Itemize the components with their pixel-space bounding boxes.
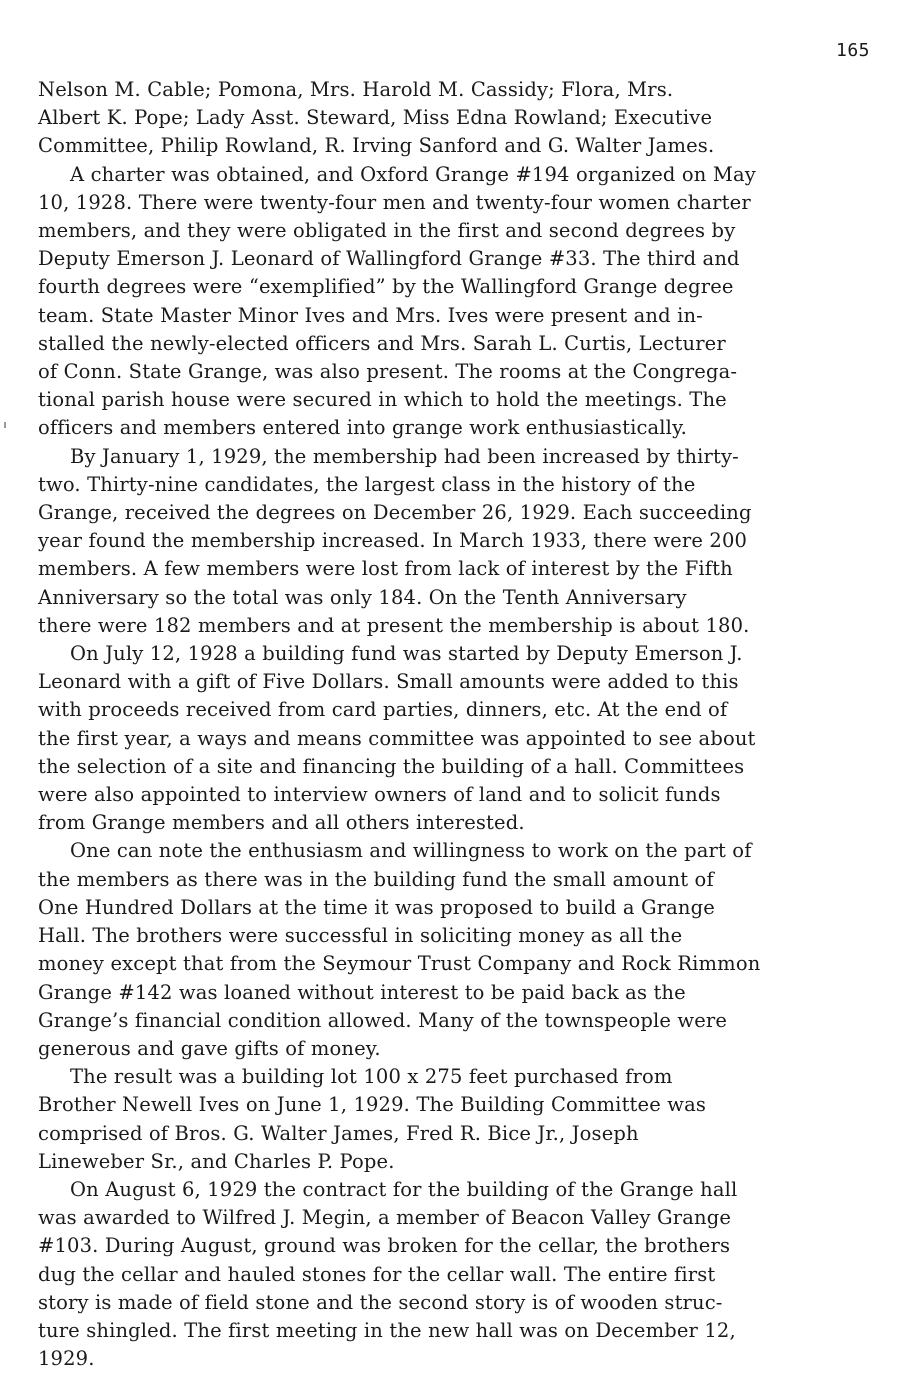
text-line: Deputy Emerson J. Leonard of Wallingford Grange #33. The third and xyxy=(38,247,740,271)
text-line: On July 12, 1928 a building fund was started by Deputy Emerson J. xyxy=(70,642,743,666)
text-line: The result was a building lot 100 x 275 feet purchased from xyxy=(70,1065,673,1089)
text-line: there were 182 members and at present the membership is about 180. xyxy=(38,613,750,637)
text-line: One can note the enthusiasm and willingness to work on the part of xyxy=(70,839,752,863)
text-line: generous and gave gifts of money. xyxy=(38,1036,381,1060)
text-line: members, and they were obligated in the first and second degrees by xyxy=(38,219,736,243)
text-line: with proceeds received from card parties, dinners, etc. At the end of xyxy=(38,698,728,722)
text-line: On August 6, 1929 the contract for the building of the Grange hall xyxy=(70,1177,738,1201)
text-line: #103. During August, ground was broken for the cellar, the brothers xyxy=(38,1234,731,1258)
text-line: stalled the newly-elected officers and Mrs. Sarah L. Curtis, Lecturer xyxy=(38,331,726,355)
text-line: Leonard with a gift of Five Dollars. Small amounts were added to this xyxy=(38,670,739,694)
text-line: of Conn. State Grange, was also present. The rooms at the Congrega- xyxy=(38,360,738,384)
text-line: the members as there was in the building fund the small amount of xyxy=(38,867,714,891)
text-line: from Grange members and all others interested. xyxy=(38,811,525,835)
text-line: One Hundred Dollars at the time it was proposed to build a Grange xyxy=(38,895,715,919)
text-line: members. A few members were lost from lack of interest by the Fifth xyxy=(38,557,733,581)
text-line: year found the membership increased. In March 1933, there were 200 xyxy=(38,529,748,553)
text-line: fourth degrees were “exemplified” by the Wallingford Grange degree xyxy=(38,275,734,299)
text-line: By January 1, 1929, the membership had been increased by thirty- xyxy=(70,444,739,468)
paragraph xyxy=(38,640,874,837)
text-line: Anniversary so the total was only 184. On the Tenth Anniversary xyxy=(38,585,687,609)
text-line: 10, 1928. There were twenty-four men and twenty-four women charter xyxy=(38,190,751,214)
text-line: Brother Newell Ives on June 1, 1929. The Building Committee was xyxy=(38,1093,707,1117)
text-line: was awarded to Wilfred J. Megin, a member of Beacon Valley Grange xyxy=(38,1206,732,1230)
text-line: Albert K. Pope; Lady Asst. Steward, Miss Edna Rowland; Executive xyxy=(38,106,713,130)
paragraph xyxy=(38,837,874,1063)
paragraph xyxy=(38,76,874,161)
text-line: Grange, received the degrees on December 26, 1929. Each succeeding xyxy=(38,501,752,525)
paragraph xyxy=(38,1063,874,1176)
text-line: team. State Master Minor Ives and Mrs. Ives were present and in- xyxy=(38,303,703,327)
paragraph xyxy=(38,1176,874,1373)
text-line: A charter was obtained, and Oxford Grange #194 organized on May xyxy=(70,162,756,186)
text-line: Committee, Philip Rowland, R. Irving Sanford and G. Walter James. xyxy=(38,134,715,158)
text-line: ture shingled. The first meeting in the new hall was on December 12, xyxy=(38,1318,736,1342)
text-line: were also appointed to interview owners of land and to solicit funds xyxy=(38,783,721,807)
paragraph xyxy=(38,443,874,640)
text-line: the first year, a ways and means committee was appointed to see about xyxy=(38,726,756,750)
text-line: money except that from the Seymour Trust Company and Rock Rimmon xyxy=(38,952,761,976)
text-line: officers and members entered into grange work enthusiastically. xyxy=(38,416,687,440)
text-line: 1929. xyxy=(38,1347,95,1371)
text-line: two. Thirty-nine candidates, the largest class in the history of the xyxy=(38,472,696,496)
text-line: the selection of a site and financing the building of a hall. Committees xyxy=(38,754,745,778)
text-line: dug the cellar and hauled stones for the cellar wall. The entire first xyxy=(38,1262,716,1286)
text-line: tional parish house were secured in which to hold the meetings. The xyxy=(38,388,727,412)
text-line: Nelson M. Cable; Pomona, Mrs. Harold M. Cassidy; Flora, Mrs. xyxy=(38,78,674,101)
text-line: Hall. The brothers were successful in soliciting money as all the xyxy=(38,924,683,948)
text-line: Grange #142 was loaned without interest to be paid back as the xyxy=(38,980,686,1004)
page-number: 165 xyxy=(835,40,870,61)
text-line: comprised of Bros. G. Walter James, Fred R. Bice Jr., Joseph xyxy=(38,1121,639,1145)
paragraph xyxy=(38,161,874,443)
margin-speck xyxy=(4,422,6,428)
text-line: story is made of field stone and the second story is of wooden struc- xyxy=(38,1290,723,1314)
text-line: Grange’s financial condition allowed. Many of the townspeople were xyxy=(38,1008,728,1032)
text-line: Lineweber Sr., and Charles P. Pope. xyxy=(38,1149,395,1173)
body-text xyxy=(38,76,874,1373)
